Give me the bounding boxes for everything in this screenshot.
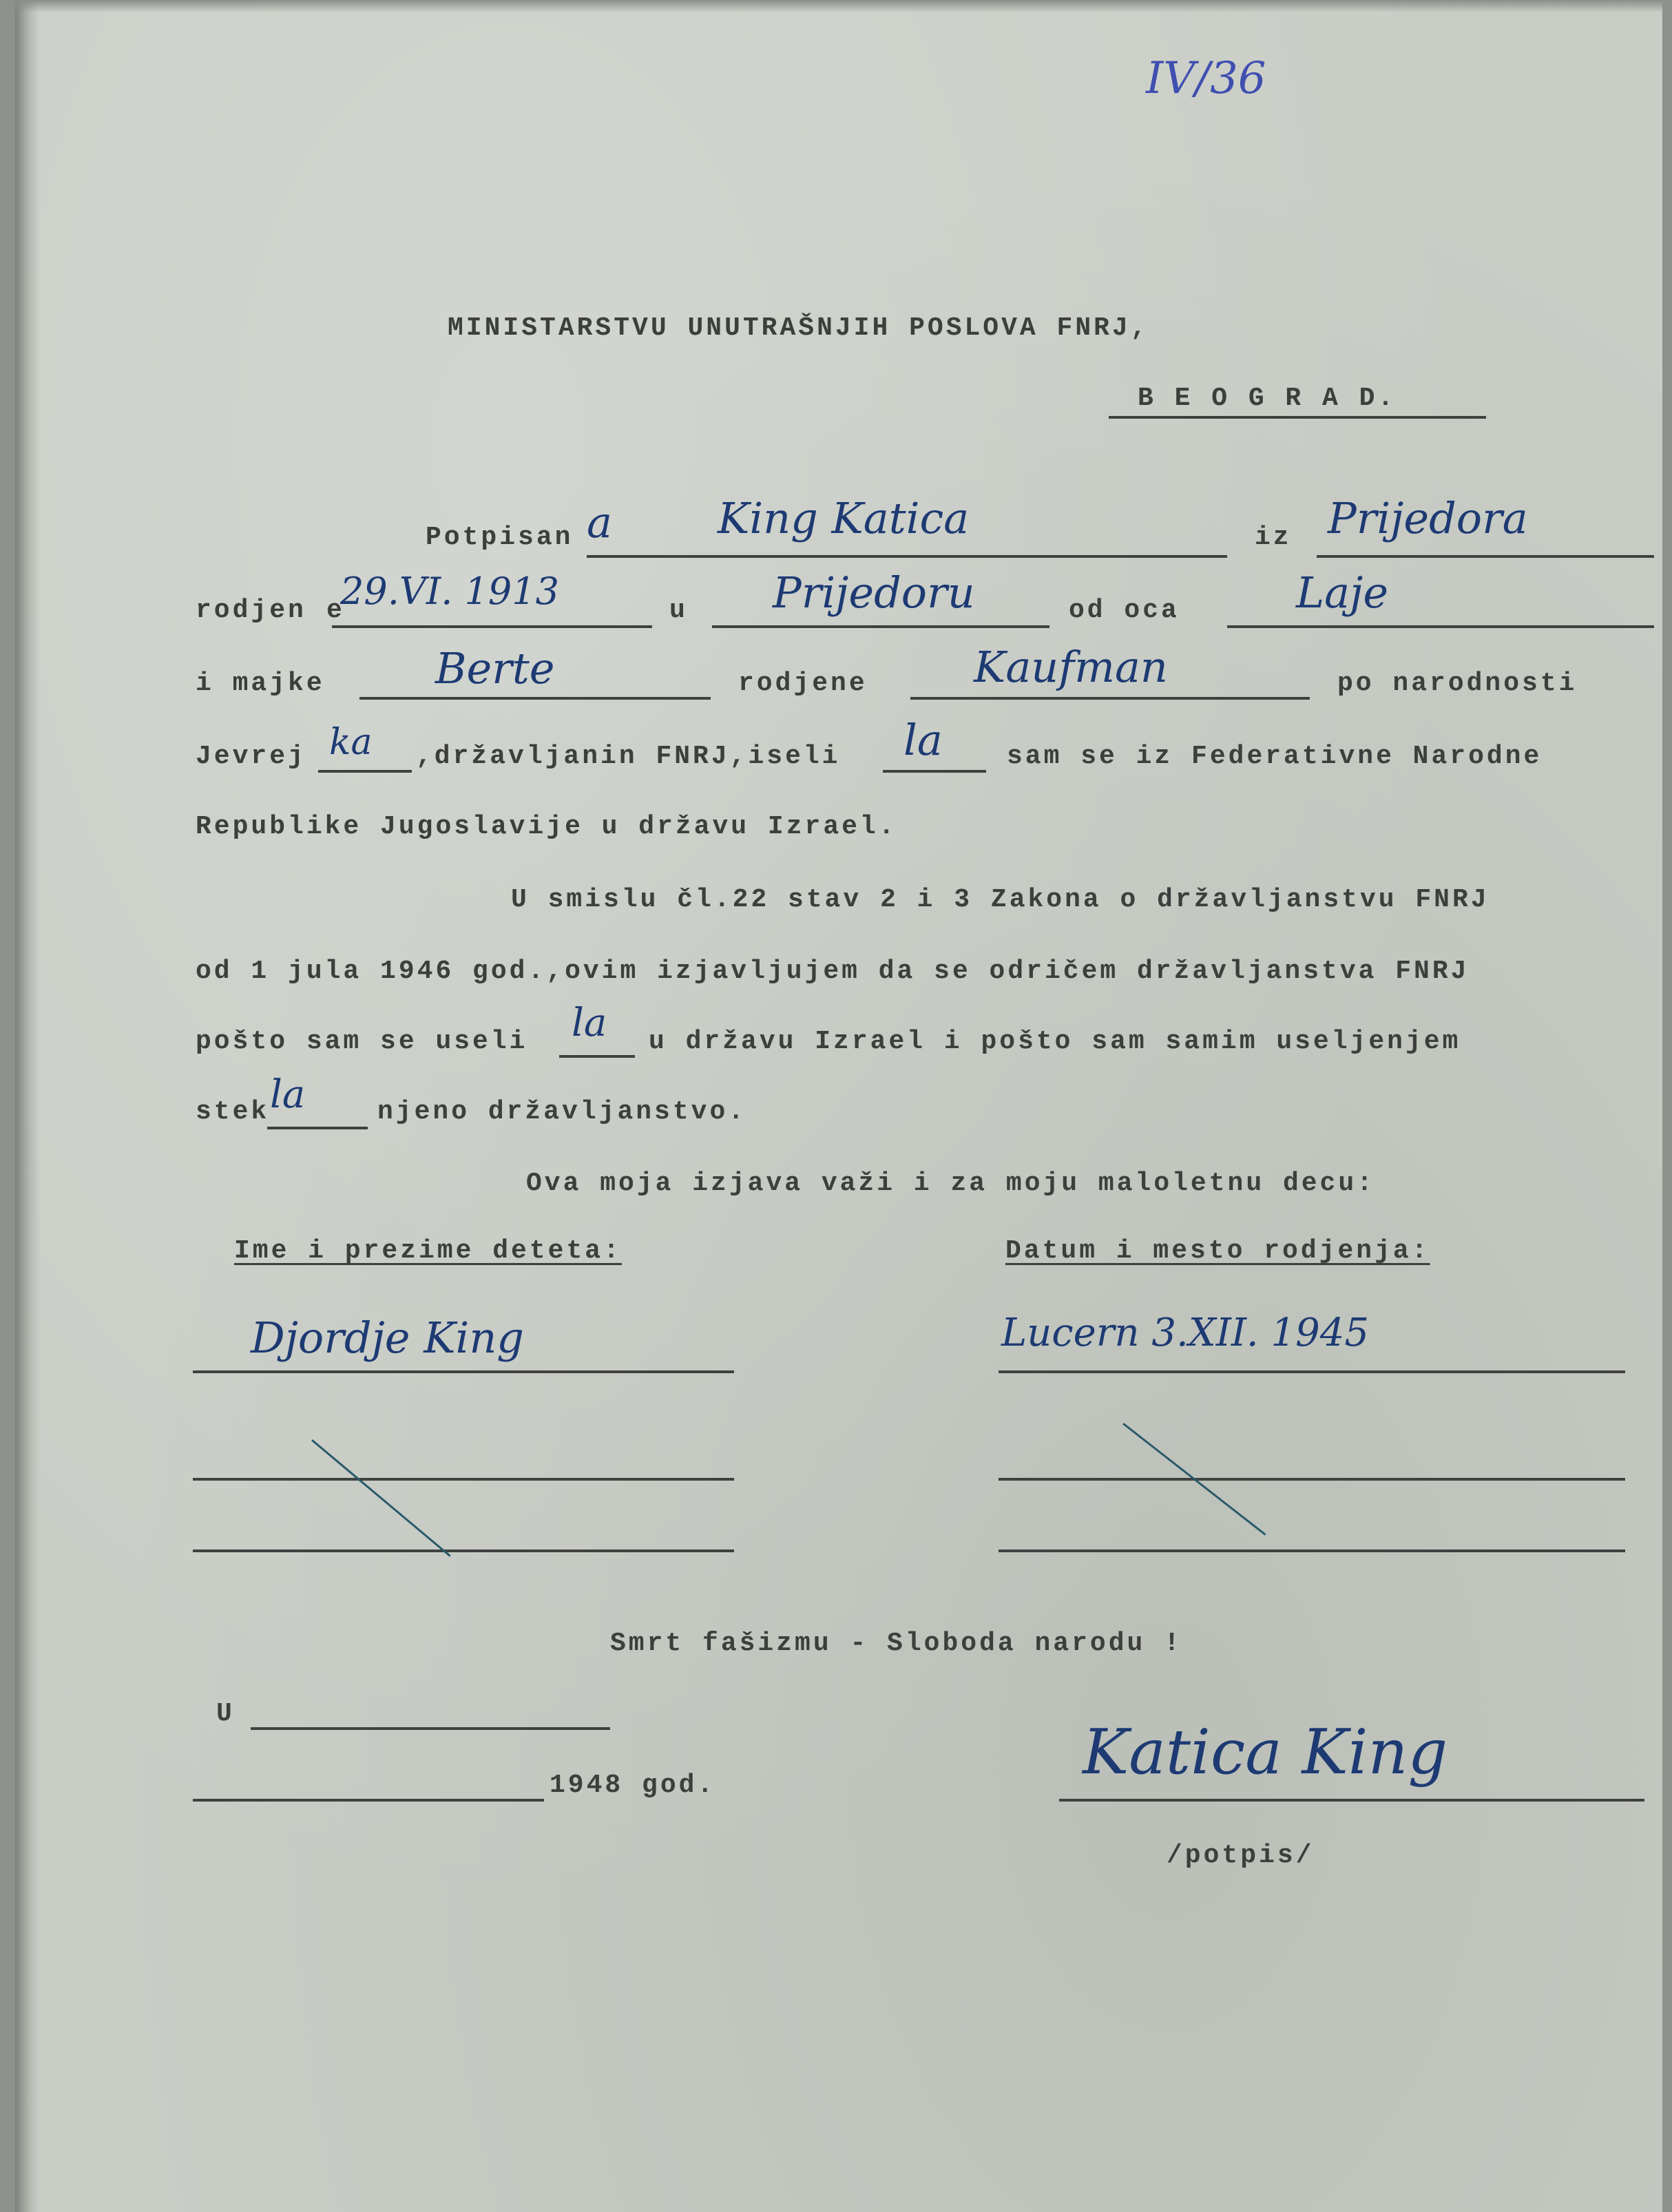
iseli-suffix: la (903, 715, 943, 765)
para3-children-intro: Ova moja izjava važi i za moju maloletnu decu: (526, 1169, 1375, 1198)
mother-underline (359, 697, 711, 700)
iz-label: iz (1255, 523, 1292, 552)
handwritten-signature: Katica King (1083, 1716, 1448, 1788)
place-u-label: U (216, 1699, 235, 1729)
declaration-line5: Republike Jugoslavije u državu Izrael. (196, 812, 897, 842)
year-text: 1948 god. (550, 1771, 716, 1800)
useli-suffix-underline (559, 1055, 635, 1058)
po-narodnosti-label: po narodnosti (1337, 669, 1578, 698)
child-birth-date-place: Lucern 3.XII. 1945 (1001, 1311, 1370, 1355)
iseli-suffix-underline (883, 770, 986, 773)
sam-se-text: sam se iz Federativne Narodne (1007, 742, 1543, 771)
signature-underline (1059, 1799, 1644, 1802)
drzavljanin-text: ,državljanin FNRJ,iseli (416, 742, 841, 771)
u-label: u (669, 596, 688, 625)
archive-mark: IV/36 (1146, 53, 1266, 104)
from-place-underline (1317, 555, 1654, 558)
stek-suffix-underline (267, 1127, 368, 1129)
birth-place: Prijedoru (773, 567, 975, 618)
potpisan-label: Potpisan (426, 523, 574, 552)
jevrej-label: Jevrej (196, 742, 306, 771)
child-birth-line-3 (999, 1550, 1625, 1552)
para2-line2: od 1 jula 1946 god.,ovim izjavljujem da se odričem državljanstva FNRJ (196, 957, 1470, 986)
para2-line3b: u državu Izrael i pošto sam samim useljenjem (649, 1027, 1461, 1056)
jevrej-suffix: ka (329, 722, 373, 763)
child-name-line-2 (193, 1478, 734, 1481)
para2-line4b: njeno državljanstvo. (377, 1097, 747, 1127)
mother-name: Berte (435, 643, 555, 693)
document-page (15, 0, 1662, 2212)
child-name-line-1 (193, 1370, 734, 1373)
od-oca-label: od oca (1069, 596, 1180, 625)
child-birth-line-2 (999, 1478, 1625, 1481)
father-underline (1227, 625, 1654, 628)
para2-line1: U smislu čl.22 stav 2 i 3 Zakona o državljanstvu FNRJ (511, 885, 1490, 915)
para2-line3a: pošto sam se useli (196, 1027, 528, 1056)
city-line: B E O G R A D. (1138, 384, 1397, 413)
date-underline (193, 1799, 544, 1802)
birth-date: 29.VI. 1913 (340, 570, 559, 613)
rodjene-label: rodjene (738, 669, 868, 698)
declarant-name: King Katica (718, 493, 970, 543)
useli-suffix: la (572, 1001, 607, 1045)
stek-suffix: la (270, 1072, 306, 1117)
para2-line4a: stek (196, 1097, 270, 1127)
birth-suffix: e (326, 596, 345, 625)
child-name-line-3 (193, 1550, 734, 1552)
i-majke-label: i majke (196, 669, 325, 698)
page-top-edge (15, 0, 1662, 12)
page-left-edge (15, 0, 40, 2212)
birth-place-underline (712, 625, 1049, 628)
place-underline (251, 1727, 610, 1730)
mother-maiden-name: Kaufman (974, 642, 1168, 692)
birth-date-underline (332, 625, 652, 628)
rodjen-label: rodjen (196, 596, 306, 625)
addressee-line: MINISTARSTVU UNUTRAŠNJIH POSLOVA FNRJ, (448, 313, 1149, 343)
child-birth-line-1 (999, 1370, 1625, 1373)
children-birth-header: Datum i mesto rodjenja: (1005, 1236, 1430, 1266)
from-place: Prijedora (1328, 493, 1528, 543)
city-underline (1109, 416, 1486, 419)
mother-maiden-underline (910, 697, 1310, 700)
children-name-header: Ime i prezime deteta: (234, 1236, 622, 1266)
jevrej-suffix-underline (318, 770, 412, 773)
signature-label: /potpis/ (1167, 1841, 1315, 1870)
name-underline (587, 555, 1227, 558)
child-name: Djordje King (251, 1313, 524, 1363)
cancel-stroke-left (311, 1439, 451, 1557)
slogan: Smrt fašizmu - Sloboda narodu ! (610, 1629, 1182, 1658)
gender-suffix: a (587, 497, 612, 547)
father-name: Laje (1296, 567, 1389, 618)
